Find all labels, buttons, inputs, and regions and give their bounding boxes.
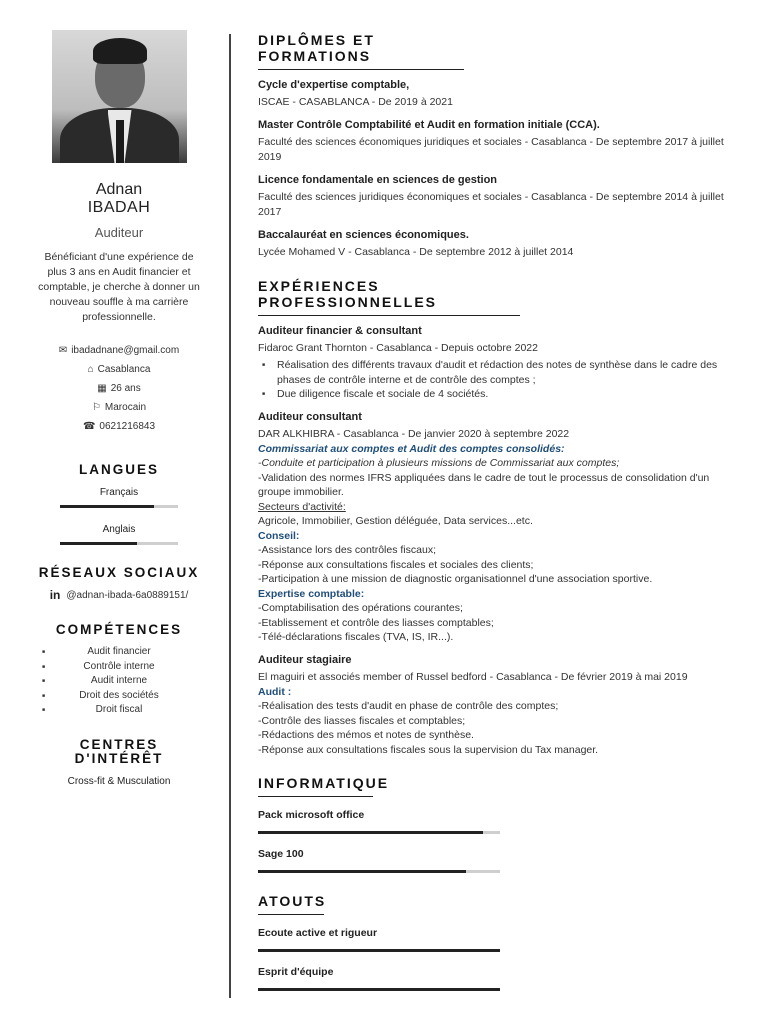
asset-label: Ecoute active et rigueur — [258, 927, 378, 939]
education-section — [258, 32, 464, 70]
task-line: -Contrôle des liasses fiscales et comptables; — [258, 714, 466, 727]
language-item — [30, 487, 208, 508]
task-line: -Assistance lors des contrôles fiscaux; — [258, 544, 436, 556]
languages-title: LANGUES — [78, 462, 159, 477]
home-icon: ⌂ — [87, 364, 94, 375]
list-item: ■ Droit des sociétés — [30, 689, 208, 704]
task-heading: Conseil: — [258, 529, 300, 542]
skill-label: Pack microsoft office — [258, 809, 365, 821]
asset-level-fill — [258, 949, 500, 952]
degree-title: Licence fondamentale en sciences de gestion — [258, 174, 498, 186]
asset-item — [258, 927, 738, 952]
education-title: DIPLÔMES ET FORMATIONS — [258, 32, 375, 64]
list-item: ■ Réalisation des différents travaux d'audit et rédaction des notes de synthèse dans le cadre des phases de contrôle interne et de contrôle des comptes ; — [258, 358, 738, 387]
skill-label: Sage 100 — [258, 848, 304, 860]
skill-level-bar — [258, 831, 500, 834]
education-entry — [258, 229, 738, 260]
language-level-fill — [60, 505, 154, 508]
interests-title-line2: D'INTÉRÊT — [74, 750, 164, 766]
section-divider — [258, 796, 373, 797]
experience-section — [258, 278, 520, 316]
degree-title: Cycle d'expertise comptable, — [258, 79, 410, 91]
profile-photo — [52, 30, 187, 163]
column-divider — [229, 34, 231, 998]
asset-item — [258, 966, 738, 991]
interests-value: Cross-fit & Musculation — [67, 775, 171, 787]
task-line: -Comptabilisation des opérations courantes; — [258, 602, 463, 614]
task-line: -Télé-déclarations fiscales (TVA, IS, IR...). — [258, 631, 454, 643]
left-column — [30, 30, 208, 787]
skills-title: COMPÉTENCES — [55, 622, 183, 637]
experience-entry — [258, 654, 738, 758]
assets-section — [258, 893, 327, 915]
contact-list — [30, 341, 208, 436]
degree-details: Lycée Mohamed V - Casablanca - De septembre 2012 à juillet 2014 — [258, 246, 574, 258]
phone-text[interactable]: 0621216843 — [99, 421, 156, 432]
task-line: -Rédactions des mémos et notes de synthèse. — [258, 729, 474, 741]
list-item: ■ Audit financier — [30, 645, 208, 660]
experience-entry — [258, 411, 738, 645]
degree-details: ISCAE - CASABLANCA - De 2019 à 2021 — [258, 96, 453, 108]
sectors-text: Agricole, Immobilier, Gestion déléguée, Data services...etc. — [258, 515, 533, 527]
language-level-bar — [60, 542, 178, 545]
list-item: ■ Contrôle interne — [30, 660, 208, 675]
task-heading: Audit : — [258, 685, 292, 698]
skill-item — [258, 809, 738, 834]
contact-email — [30, 341, 208, 360]
education-entry — [258, 174, 738, 220]
interests-title — [30, 738, 208, 766]
degree-details: Faculté des sciences juridiques économiques et sociales - Casablanca - De septembre 2014 à juillet 2017 — [258, 191, 724, 218]
list-item: ■ Audit interne — [30, 674, 208, 689]
asset-label: Esprit d'équipe — [258, 966, 334, 978]
job-company: DAR ALKHIBRA - Casablanca - De janvier 2020 à septembre 2022 — [258, 427, 570, 440]
linkedin-row — [30, 588, 208, 602]
asset-level-fill — [258, 988, 500, 991]
social-title: RÉSEAUX SOCIAUX — [38, 565, 200, 580]
job-company: Fidaroc Grant Thornton - Casablanca - Depuis octobre 2022 — [258, 342, 538, 354]
task-line: -Participation à une mission de diagnostic organisationnel d'une association sportive. — [258, 573, 653, 585]
skills-list — [30, 645, 208, 718]
section-divider — [258, 69, 464, 70]
degree-title: Baccalauréat en sciences économiques. — [258, 229, 469, 241]
experience-entry — [258, 325, 738, 402]
skill-item — [258, 848, 738, 873]
education-entry — [258, 119, 738, 165]
task-heading: Commissariat aux comptes et Audit des comptes consolidés: — [258, 442, 565, 455]
skill-level-fill — [258, 870, 466, 873]
job-title: Auditeur financier & consultant — [258, 325, 422, 337]
section-divider — [258, 315, 520, 316]
job-company: El maguiri et associés member of Russel bedford - Casablanca - De février 2019 à mai 2019 — [258, 670, 688, 683]
first-name: Adnan — [95, 181, 143, 198]
city-text: Casablanca — [97, 364, 151, 375]
degree-title: Master Contrôle Comptabilité et Audit en formation initiale (CCA). — [258, 119, 600, 131]
language-label: Français — [99, 487, 139, 498]
linkedin-icon: in — [49, 588, 61, 602]
list-item: ■ Droit fiscal — [30, 703, 208, 718]
task-line: -Réponse aux consultations fiscales sous la supervision du Tax manager. — [258, 743, 599, 756]
experience-title: EXPÉRIENCES PROFESSIONNELLES — [258, 278, 438, 310]
contact-nationality — [30, 398, 208, 417]
degree-details: Faculté des sciences économiques juridiques et sociales - Casablanca - De septembre 2017 à juillet 2019 — [258, 136, 724, 163]
job-tasks — [258, 358, 738, 402]
phone-icon: ☎ — [82, 421, 96, 432]
contact-city — [30, 360, 208, 379]
task-line: -Réponse aux consultations fiscales et sociales des clients; — [258, 558, 534, 571]
list-item: ■ Due diligence fiscale et sociale de 4 sociétés. — [258, 387, 738, 402]
language-level-bar — [60, 505, 178, 508]
education-entry — [258, 79, 738, 110]
email-text[interactable]: ibadadnane@gmail.com — [71, 345, 180, 356]
language-label: Anglais — [102, 524, 136, 535]
envelope-icon: ✉ — [58, 345, 68, 356]
calendar-icon: ▦ — [97, 383, 107, 394]
asset-level-bar — [258, 988, 500, 991]
profile-summary: Bénéficiant d'une expérience de plus 3 ans en Audit financier et comptable, je cherche à donner un nouveau souffle à ma carrière professionnelle. — [38, 251, 200, 323]
skill-level-bar — [258, 870, 500, 873]
skill-level-fill — [258, 831, 483, 834]
asset-level-bar — [258, 949, 500, 952]
language-level-fill — [60, 542, 137, 545]
contact-phone — [30, 417, 208, 436]
section-divider — [258, 914, 324, 915]
it-section — [258, 775, 390, 797]
task-line: -Réalisation des tests d'audit en phase de contrôle des comptes; — [258, 700, 559, 712]
nationality-text: Marocain — [104, 402, 147, 413]
job-title: Auditeur — [94, 225, 144, 240]
age-text: 26 ans — [110, 383, 141, 394]
contact-age — [30, 379, 208, 398]
task-heading: Expertise comptable: — [258, 587, 365, 600]
right-column — [258, 32, 738, 991]
interests-title-line1: CENTRES — [79, 736, 159, 752]
last-name: IBADAH — [87, 199, 151, 216]
language-item — [30, 524, 208, 545]
assets-title: ATOUTS — [258, 893, 327, 909]
it-title: INFORMATIQUE — [258, 775, 390, 791]
task-line: -Validation des normes IFRS appliquées dans le cadre de tout le processus de consolidation d'un groupe immobilier. — [258, 471, 710, 498]
task-line: -Etablissement et contrôle des liasses comptables; — [258, 616, 494, 629]
task-line: -Conduite et participation à plusieurs missions de Commissariat aux comptes; — [258, 457, 620, 469]
flag-icon: ⚐ — [91, 402, 101, 413]
sectors-label: Secteurs d'activité: — [258, 500, 346, 513]
linkedin-link[interactable]: @adnan-ibada-6a0889151/ — [66, 589, 189, 601]
job-title: Auditeur consultant — [258, 410, 362, 423]
job-title: Auditeur stagiaire — [258, 653, 352, 666]
